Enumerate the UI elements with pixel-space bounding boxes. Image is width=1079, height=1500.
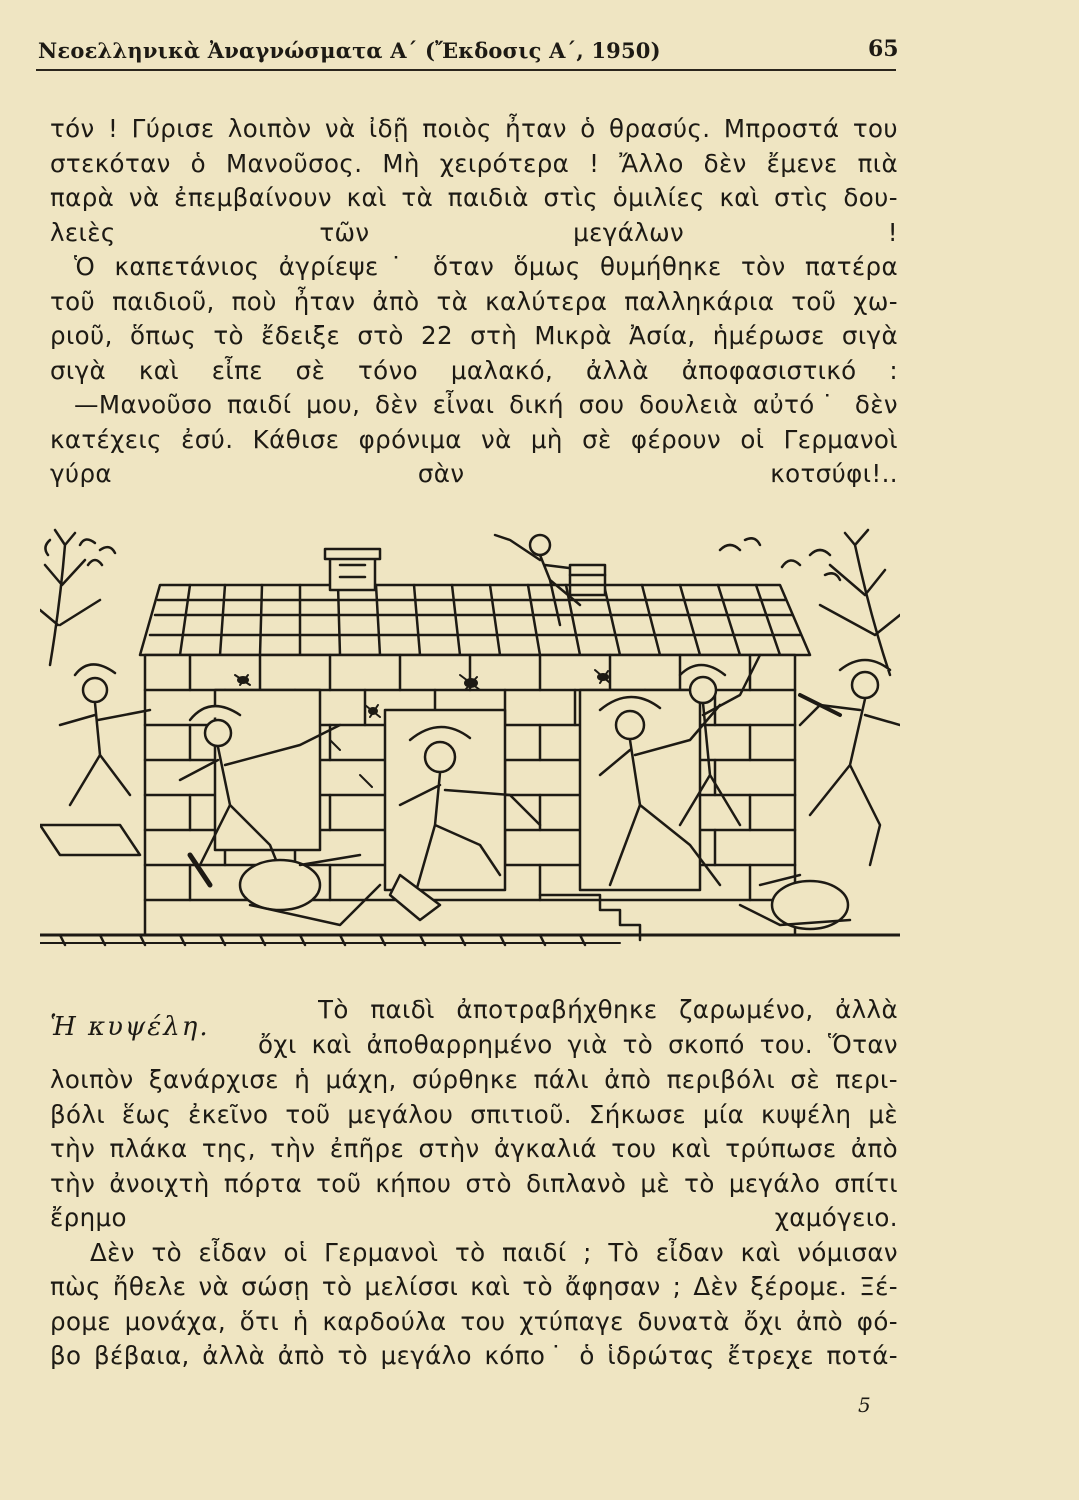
text-line: στεκόταν ὁ Μανοῦσος. Μὴ χειρότερα ! Ἄλλο δὲν ἔμενε πιὰ [50,148,898,178]
chimney [325,549,380,590]
bottom-text-opening [258,993,898,1062]
beehive-raid-illustration [40,525,900,950]
margin-note: Ἡ κυψέλη. [50,1012,210,1042]
text-line: Δὲν τὸ εἶδαν οἱ Γερμανοὶ τὸ παιδί ; Τὸ εἶδαν καὶ νόμισαν [90,1237,898,1267]
page-number: 65 [868,36,899,62]
text-line: πὼς ἤθελε νὰ σώσῃ τὸ μελίσσι καὶ τὸ ἄφησαν ; Δὲν ξέρομε. Ξέ- [50,1272,898,1301]
text-line: σιγὰ καὶ εἶπε σὲ τόνο μαλακό, ἀλλὰ ἀποφασιστικό : [50,355,898,385]
signature-mark: 5 [858,1393,871,1417]
text-line: τὴν πλάκα της, τὴν ἐπῆρε στὴν ἀγκαλιά του καὶ τρύπωσε ἀπὸ [50,1134,898,1163]
text-line: τὴν ἀνοιχτὴ πόρτα τοῦ κήπου στὸ διπλανὸ μὲ τὸ μεγάλο σπίτι [50,1168,898,1198]
text-line: λειὲς τῶν μεγάλων ! [50,217,898,247]
text-line: ριοῦ, ὅπως τὸ ἔδειξε στὸ 22 στὴ Μικρὰ Ἀσία, ἡμέρωσε σιγὰ [50,321,898,350]
text-line: ρομε μονάχα, ὅτι ἡ καρδούλα του χτύπαγε δυνατὰ ὄχι ἀπὸ φό- [50,1306,898,1336]
text-line: ὄχι καὶ ἀποθαρρημένο γιὰ τὸ σκοπό του. Ὅταν [258,1029,898,1059]
text-line: —Μανοῦσο παιδί μου, δὲν εἶναι δική σου δουλειὰ αὐτό˙ δὲν [74,390,898,419]
text-line: βο βέβαια, ἀλλὰ ἀπὸ τὸ μεγάλο κόπο˙ ὁ ἱδρώτας ἔτρεχε ποτά- [50,1341,898,1370]
soldier-right-running [800,660,900,865]
text-line: τοῦ παιδιοῦ, ποὺ ἦταν ἀπὸ τὰ καλύτερα παλληκάρια τοῦ χω- [50,286,898,316]
soldier-left-edge [40,664,150,855]
header-rule [36,69,896,71]
running-title: Νεοελληνικὰ Ἀναγνώσματα Α΄ (Ἔκδοσις Α΄, 1950) [38,38,661,63]
text-line: Ὁ καπετάνιος ἀγρίεψε˙ ὅταν ὅμως θυμήθηκε τὸν πατέρα [74,252,898,281]
text-line: γύρα σὰν κοτσύφι!.. [50,459,898,488]
text-line: τόν ! Γύρισε λοιπὸν νὰ ἰδῇ ποιὸς ἦταν ὁ θρασύς. Μπροστά του [50,114,898,143]
text-line: λοιπὸν ξανάρχισε ἡ μάχη, σύρθηκε πάλι ἀπὸ περιβόλι σὲ περι- [50,1065,898,1094]
bottom-text-block [50,1063,898,1374]
tree-left [40,530,115,665]
top-text-block [50,112,898,492]
text-line: κατέχεις ἐσύ. Κάθισε φρόνιμα νὰ μὴ σὲ φέρουν οἱ Γερμανοὶ [50,424,898,454]
text-line: παρὰ νὰ ἐπεμβαίνουν καὶ τὰ παιδιὰ στὶς ὁμιλίες καὶ στὶς δου- [50,183,898,212]
tiled-roof [140,585,810,655]
text-line: βόλι ἕως ἐκεῖνο τοῦ μεγάλου σπιτιοῦ. Σήκωσε μία κυψέλη μὲ [50,1099,898,1129]
text-line: ἔρημο χαμόγειο. [50,1203,898,1232]
text-line: Τὸ παιδὶ ἀποτραβήχθηκε ζαρωμένο, ἀλλὰ [318,995,898,1024]
